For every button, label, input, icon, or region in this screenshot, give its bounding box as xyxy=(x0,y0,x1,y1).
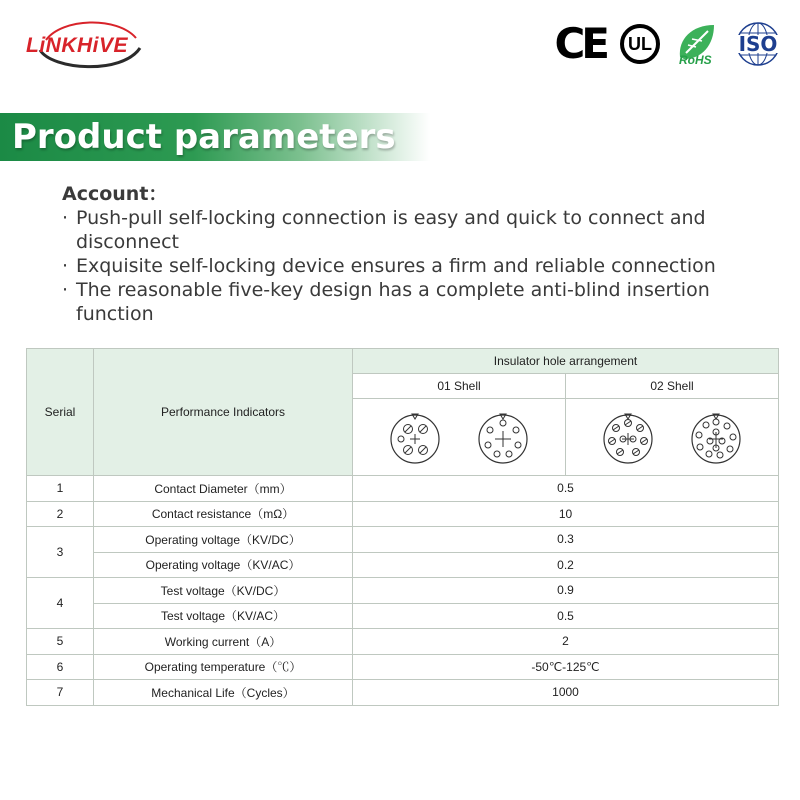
parameters-table xyxy=(26,348,779,706)
value-cell: 1000 xyxy=(353,680,779,706)
shell-01-layout-a-icon xyxy=(388,410,442,464)
indicator-cell: Operating temperature（℃） xyxy=(94,654,353,680)
account-item xyxy=(62,254,762,278)
indicator-cell: Mechanical Life（Cycles） xyxy=(94,680,353,706)
ul-mark-icon xyxy=(620,24,660,64)
arrangement-header: Insulator hole arrangement xyxy=(353,349,779,374)
indicator-cell: Contact Diameter（mm） xyxy=(94,476,353,502)
account-heading: Account： xyxy=(62,183,168,205)
serial-cell: 3 xyxy=(27,527,94,578)
indicators-header: Performance Indicators xyxy=(94,349,353,476)
indicator-cell: Working current（A） xyxy=(94,629,353,655)
brand-logo xyxy=(22,20,152,72)
bullet-dot: · xyxy=(62,207,69,229)
table-row xyxy=(27,680,779,706)
account-item-text: The reasonable five-key design has a complete anti-blind insertion function xyxy=(76,279,710,325)
table-row xyxy=(27,476,779,502)
bullet-dot: · xyxy=(62,279,69,301)
table-row xyxy=(27,603,779,629)
indicator-cell: Operating voltage（KV/AC） xyxy=(94,552,353,578)
rohs-mark-label: RoHS xyxy=(679,53,712,67)
table-row xyxy=(27,654,779,680)
value-cell: 0.2 xyxy=(353,552,779,578)
serial-cell: 5 xyxy=(27,629,94,655)
logo-text: LiNKHiVE xyxy=(26,34,129,57)
table-row xyxy=(27,629,779,655)
shell-02-diagrams xyxy=(566,399,779,476)
indicator-cell: Test voltage（KV/DC） xyxy=(94,578,353,604)
value-cell: 10 xyxy=(353,501,779,527)
table-row xyxy=(27,578,779,604)
table-row xyxy=(27,501,779,527)
section-banner xyxy=(0,113,430,161)
ce-mark-label: CE xyxy=(554,19,606,68)
indicator-cell: Contact resistance（mΩ） xyxy=(94,501,353,527)
ul-mark-label: UL xyxy=(628,33,652,54)
shell-01-layout-b-icon xyxy=(476,410,530,464)
table-header-row xyxy=(27,349,779,374)
indicator-cell: Operating voltage（KV/DC） xyxy=(94,527,353,553)
serial-cell: 4 xyxy=(27,578,94,629)
account-description xyxy=(62,182,762,326)
iso-mark-label: ISO xyxy=(738,32,778,56)
table-row xyxy=(27,552,779,578)
value-cell: 0.5 xyxy=(353,476,779,502)
shell-01-header: 01 Shell xyxy=(353,374,566,399)
serial-cell: 7 xyxy=(27,680,94,706)
account-item-text: Exquisite self-locking device ensures a firm and reliable connection xyxy=(76,255,716,277)
serial-header: Serial xyxy=(27,349,94,476)
shell-01-diagrams xyxy=(353,399,566,476)
bullet-dot: · xyxy=(62,255,69,277)
section-title: Product parameters xyxy=(12,117,396,157)
serial-cell: 2 xyxy=(27,501,94,527)
rohs-leaf-icon xyxy=(674,21,720,67)
account-item-text: Push-pull self-locking connection is easy and quick to connect and disconnect xyxy=(76,207,706,253)
account-item xyxy=(62,206,762,254)
certification-marks xyxy=(540,18,782,70)
iso-globe-icon xyxy=(734,20,782,68)
value-cell: 0.5 xyxy=(353,603,779,629)
value-cell: -50℃-125℃ xyxy=(353,654,779,680)
account-item xyxy=(62,278,762,326)
value-cell: 0.9 xyxy=(353,578,779,604)
serial-cell: 1 xyxy=(27,476,94,502)
shell-02-header: 02 Shell xyxy=(566,374,779,399)
table-row xyxy=(27,527,779,553)
serial-cell: 6 xyxy=(27,654,94,680)
shell-02-layout-b-icon xyxy=(689,410,743,464)
value-cell: 2 xyxy=(353,629,779,655)
value-cell: 0.3 xyxy=(353,527,779,553)
shell-02-layout-a-icon xyxy=(601,410,655,464)
ce-mark-icon xyxy=(554,19,606,68)
indicator-cell: Test voltage（KV/AC） xyxy=(94,603,353,629)
